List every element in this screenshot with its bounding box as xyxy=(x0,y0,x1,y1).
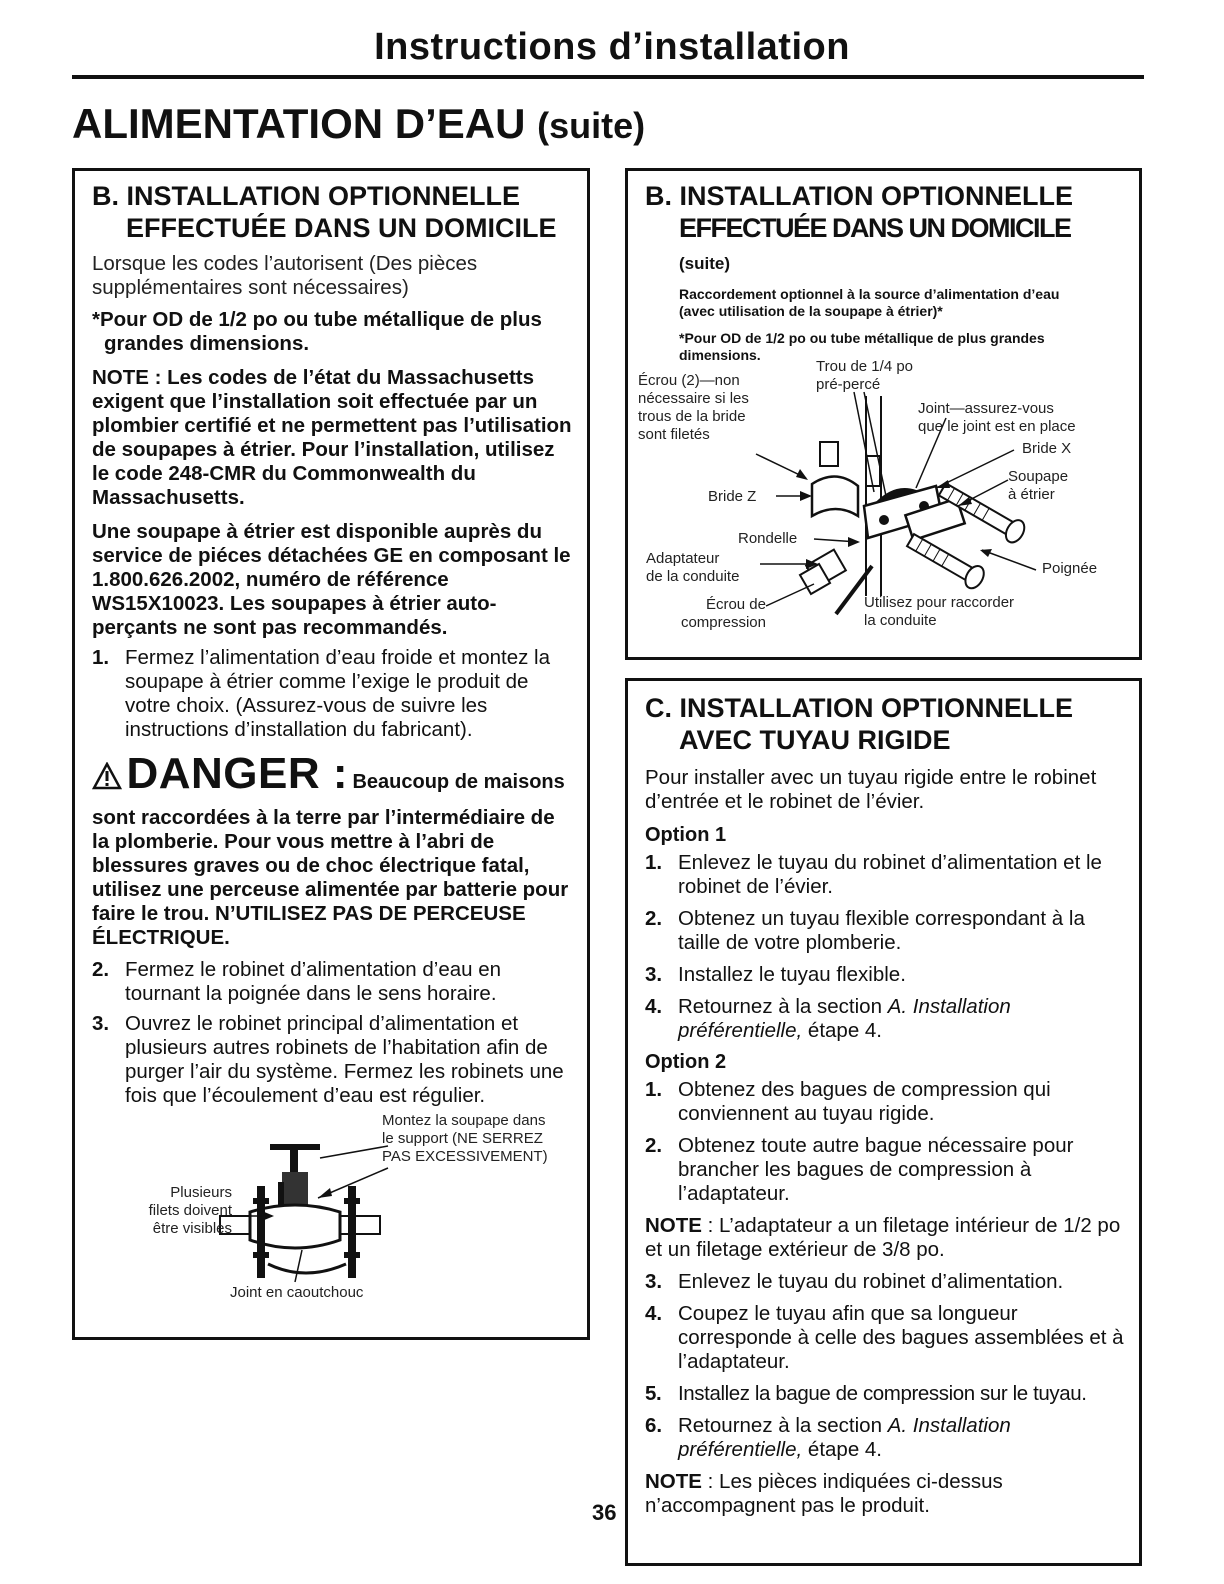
right-top-heading xyxy=(645,180,1129,280)
right-top-heading-line1: B. INSTALLATION OPTIONNELLE xyxy=(645,181,1073,211)
left-steps-a xyxy=(92,646,574,742)
danger-lead: Beaucoup de maisons xyxy=(352,771,565,793)
list-item: 4. Coupez le tuyau afin que sa longueur corresponde à celle des bagues assemblées et à l’adaptateur. xyxy=(645,1302,1124,1373)
parts-note: NOTE : Les pièces indiquées ci-dessus n’accompagnent pas le produit. xyxy=(645,1470,1003,1517)
label-poignee: Poignée xyxy=(1042,560,1098,577)
saddle-valve-diagram xyxy=(636,356,1132,646)
header-divider xyxy=(72,75,1144,79)
left-section-content xyxy=(92,180,574,1108)
label-joint: Joint—assurez-vous que le joint est en place xyxy=(918,400,1076,435)
right-bottom-heading-line1: C. INSTALLATION OPTIONNELLE xyxy=(645,693,1073,723)
list-item: 2. Fermez le robinet d’alimentation d’eau en tournant la poignée dans le sens horaire. xyxy=(92,958,502,1005)
option-2-title: Option 2 xyxy=(645,1051,727,1073)
clamp-valve-figure xyxy=(148,1112,580,1312)
list-item: 5. Installez la bague de compression sur le tuyau. xyxy=(645,1382,1087,1405)
right-bottom-content xyxy=(645,692,1129,1518)
right-top-content xyxy=(645,180,1129,364)
section-title xyxy=(72,100,645,148)
mount-label: Montez la soupape dans le support (NE SERREZ PAS EXCESSIVEMENT) xyxy=(382,1112,548,1165)
list-item: 1. Enlevez le tuyau du robinet d’alimentation et le robinet de l’évier. xyxy=(645,851,1102,898)
left-heading-line2: EFFECTUÉE DANS UN DOMICILE xyxy=(126,213,557,243)
rigid-pipe-intro: Pour installer avec un tuyau rigide entre le robinet d’entrée et le robinet de l’évier. xyxy=(645,766,1097,813)
label-trou: Trou de 1/4 po pré-percé xyxy=(816,358,914,393)
warning-triangle-icon xyxy=(92,762,122,790)
left-od-note: *Pour OD de 1/2 po ou tube métallique de plus grandes dimensions. xyxy=(92,308,542,355)
list-item: 2. Obtenez un tuyau flexible correspondant à la taille de votre plomberie. xyxy=(645,907,1085,954)
label-utilisez: Utilisez pour raccorder la conduite xyxy=(864,594,1015,629)
left-heading-line1: B. INSTALLATION OPTIONNELLE xyxy=(92,181,520,211)
page-number: 36 xyxy=(592,1500,617,1525)
label-adaptateur: Adaptateur de la conduite xyxy=(646,550,740,585)
left-steps-b xyxy=(92,958,574,1108)
threads-label: Plusieurs filets doivent être visibles xyxy=(148,1184,232,1237)
rubber-joint-label: Joint en caoutchouc xyxy=(230,1284,364,1301)
label-bride-z: Bride Z xyxy=(708,488,757,505)
danger-warning xyxy=(92,749,574,806)
section-title-text: ALIMENTATION D’EAU xyxy=(72,100,526,147)
option-2-steps-b xyxy=(645,1270,1129,1462)
option-1-title: Option 1 xyxy=(645,824,727,846)
section-title-suffix: (suite) xyxy=(537,105,646,146)
label-rondelle: Rondelle xyxy=(738,530,798,547)
label-bride-x: Bride X xyxy=(1022,440,1072,457)
list-item: 1. Fermez l’alimentation d’eau froide et montez la soupape à étrier comme l’exige le produit de votre choix. (Assurez-vous de suivre les instructions d’installation du fabricant). xyxy=(92,646,551,741)
left-section-heading xyxy=(92,180,574,244)
list-item: 3. Installez le tuyau flexible. xyxy=(645,963,906,986)
list-item: 3. Enlevez le tuyau du robinet d’alimentation. xyxy=(645,1270,1064,1293)
list-item: 1. Obtenez des bagues de compression qui conviennent au tuyau rigide. xyxy=(645,1078,1051,1125)
right-top-od-note: *Pour OD de 1/2 po ou tube métallique de plus grandes dimensions. xyxy=(679,330,1045,363)
label-soupape: Soupape à étrier xyxy=(1008,468,1069,503)
massachusetts-note: NOTE : Les codes de l’état du Massachusetts exigent que l’installation soit effectuée par un plombier certifié et ne permettent pas l’utilisation de soupapes à étrier. Pour l’installation, utilisez le code 248-CMR du Commonwealth du Massachusetts. xyxy=(92,366,572,509)
right-bottom-heading-line2: AVEC TUYAU RIGIDE xyxy=(679,725,951,755)
right-bottom-heading xyxy=(645,692,1129,756)
right-top-heading-line2: EFFECTUÉE DANS UN DOMICILE (suite) xyxy=(679,213,1071,273)
left-intro: Lorsque les codes l’autorisent (Des pièces supplémentaires sont nécessaires) xyxy=(92,252,478,299)
option-2-steps-a xyxy=(645,1078,1129,1206)
label-ecrou-compression: Écrou de compression xyxy=(680,596,766,631)
label-ecrou: Écrou (2)—non nécessaire si les trous de la bride sont filetés xyxy=(638,372,749,443)
right-top-subtitle: Raccordement optionnel à la source d’alimentation d’eau (avec utilisation de la soupape à étrier)* xyxy=(679,286,1060,319)
page-header-title: Instructions d’installation xyxy=(374,26,850,68)
danger-label: DANGER : xyxy=(126,749,349,798)
danger-text: sont raccordées à la terre par l’intermédiaire de la plomberie. Pour vous mettre à l’abri de blessures graves ou de choc électrique fatal, utilisez une perceuse alimentée par batterie pour faire le trou. N’UTILISEZ PAS DE PERCEUSE ÉLECTRIQUE. xyxy=(92,806,569,949)
list-item: 6. Retournez à la section A. Installation préférentielle, étape 4. xyxy=(645,1414,1011,1461)
list-item: 2. Obtenez toute autre bague nécessaire pour brancher les bagues de compression à l’adaptateur. xyxy=(645,1134,1074,1205)
adapter-note: NOTE : L’adaptateur a un filetage intérieur de 1/2 po et un filetage extérieur de 3/8 po. xyxy=(645,1214,1121,1261)
list-item: 4. Retournez à la section A. Installation préférentielle, étape 4. xyxy=(645,995,1011,1042)
option-1-steps xyxy=(645,851,1129,1043)
list-item: 3. Ouvrez le robinet principal d’alimentation et plusieurs autres robinets de l’habitation afin de purger l’air du système. Fermez les robinets une fois que l’écoulement d’eau est régulier. xyxy=(92,1012,564,1107)
ge-parts-note: Une soupape à étrier est disponible auprès du service de piéces détachées GE en composant le 1.800.626.2002, numéro de référence WS15X10023. Les soupapes à étrier auto-perçants ne sont pas recommandés. xyxy=(92,520,571,639)
